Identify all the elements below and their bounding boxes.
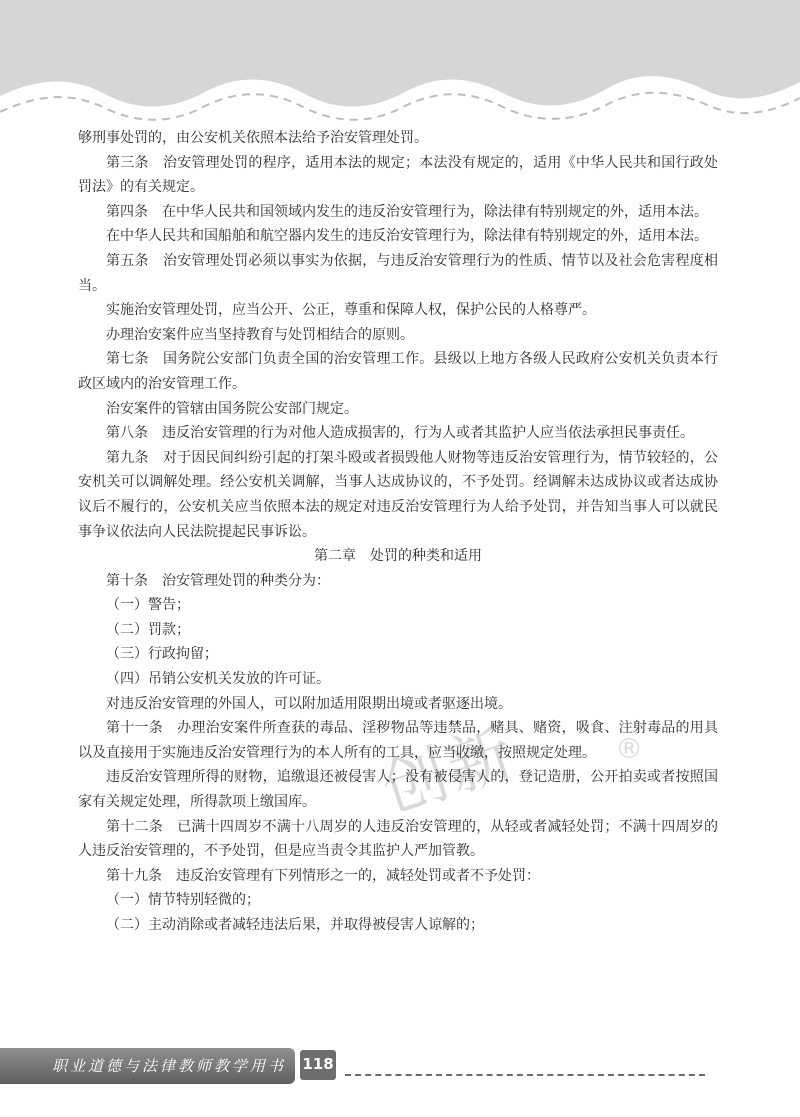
- paragraph: 第七条 国务院公安部门负责全国的治安管理工作。县级以上地方各级人民政府公安机关负责本行政区域内的治安管理工作。: [78, 351, 718, 392]
- paragraph: 第十一条 办理治安案件所查获的毒品、淫秽物品等违禁品，赌具、赌资，吸食、注射毒品的用具以及直接用于实施违反治安管理行为的本人所有的工具，应当收缴，按照规定处理。: [78, 720, 718, 761]
- paragraph: 第三条 治安管理处罚的程序，适用本法的规定；本法没有规定的，适用《中华人民共和国行政处罚法》的有关规定。: [78, 154, 718, 196]
- paragraph: （一）情节特别轻微的；: [106, 892, 260, 909]
- paragraph: 第五条 治安管理处罚必须以事实为依据，与违反治安管理行为的性质、情节以及社会危害程度相当。: [78, 252, 718, 294]
- paragraph: 对违反治安管理的外国人，可以附加适用限期出境或者驱逐出境。: [106, 695, 512, 712]
- paragraph: 治安案件的管辖由国务院公安部门规定。: [106, 400, 358, 417]
- paragraph: 实施治安管理处罚，应当公开、公正，尊重和保障人权，保护公民的人格尊严。: [106, 302, 596, 319]
- header-wave-decoration: [0, 0, 800, 125]
- paragraph: 违反治安管理所得的财物，追缴退还被侵害人；没有被侵害人的，登记造册，公开拍卖或者按照国家有关规定处理，所得款项上缴国库。: [78, 769, 718, 811]
- paragraph: 第九条 对于因民间纠纷引起的打架斗殴或者损毁他人财物等违反治安管理行为，情节较轻的，公安机关可以调解处理。经公安机关调解，当事人达成协议的，不予处罚。经调解未达成协议或者达成协议后不履行的，公安机关应当依照本法的规定对违反治安管理行为人给予处罚，并告知当事人可以就民事争议依法向人民法院提起民事诉讼。: [78, 449, 718, 540]
- paragraph: 第八条 违反治安管理的行为对他人造成损害的，行为人或者其监护人应当依法承担民事责任。: [106, 425, 694, 442]
- paragraph: 第十九条 违反治安管理有下列情形之一的，减轻处罚或者不予处罚：: [106, 867, 540, 884]
- paragraph: 第十二条 已满十四周岁不满十八周岁的人违反治安管理的，从轻或者减轻处罚；不满十四周岁的人违反治安管理的，不予处罚，但是应当责令其监护人严加管教。: [78, 818, 718, 860]
- paragraph: 第四条 在中华人民共和国领域内发生的违反治安管理行为，除法律有特别规定的外，适用本法。: [106, 203, 708, 220]
- footer-dashed-line: [345, 1074, 705, 1076]
- header-wave-shape: [0, 0, 800, 107]
- page-number: 118: [302, 1055, 334, 1073]
- paragraph: （二）罚款；: [106, 621, 190, 638]
- watermark-registered-mark: ®: [615, 732, 643, 765]
- paragraph: （四）吊销公安机关发放的许可证。: [106, 671, 330, 688]
- paragraph: （三）行政拘留；: [106, 646, 218, 663]
- document-body: [78, 126, 718, 938]
- paragraph: 办理治安案件应当坚持教育与处罚相结合的原则。: [106, 326, 414, 343]
- paragraph: （一）警告；: [106, 597, 190, 614]
- paragraph: 在中华人民共和国船舶和航空器内发生的违反治安管理行为，除法律有特别规定的外，适用本法。: [106, 228, 708, 245]
- paragraph: （二）主动消除或者减轻违法后果，并取得被侵害人谅解的；: [106, 917, 484, 933]
- watermark: 创新: [373, 715, 526, 828]
- chapter-heading: 第二章 处罚的种类和适用: [314, 548, 482, 565]
- paragraph: 第十条 治安管理处罚的种类分为：: [106, 572, 330, 589]
- footer-book-title: 职业道德与法律教师教学用书: [52, 1057, 287, 1075]
- paragraph: 够刑事处罚的，由公安机关依照本法给予治安管理处罚。: [78, 130, 428, 146]
